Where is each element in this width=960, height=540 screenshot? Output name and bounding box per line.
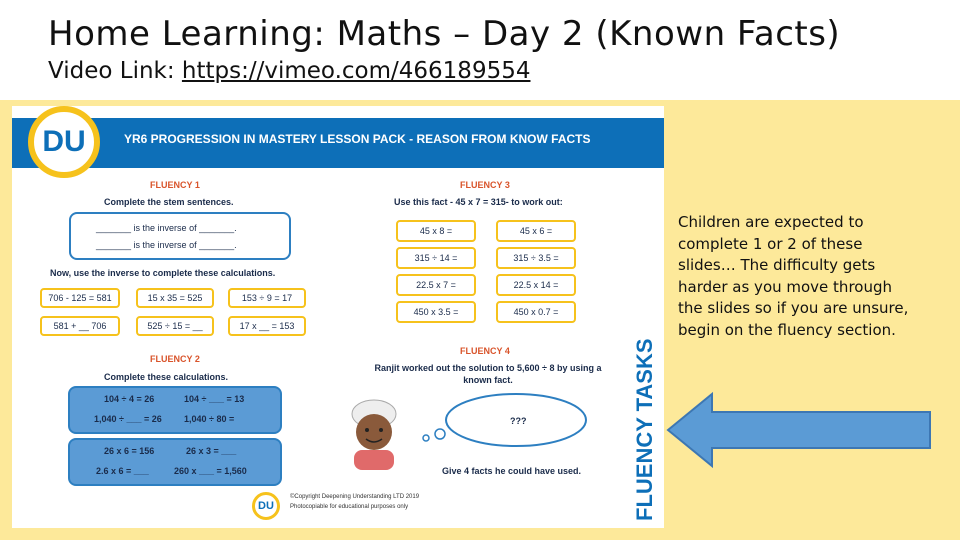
fluency-4-task: Give 4 facts he could have used. — [442, 466, 582, 476]
fluency-4-prompt: Ranjit worked out the solution to 5,600 ÷ 8 by using a known fact. — [374, 363, 602, 385]
du-logo: DU — [28, 106, 100, 178]
f3-calc-5: 22.5 x 7 = — [396, 274, 476, 296]
thought-bubble-icon — [416, 390, 596, 450]
f1-calc-5: 525 ÷ 15 = __ — [136, 316, 214, 336]
fluency-2-instruction: Complete these calculations. — [104, 372, 229, 382]
f2-group-2 — [68, 438, 282, 486]
footer-text — [290, 492, 419, 512]
video-link-line — [48, 58, 530, 84]
f3-calc-8: 450 x 0.7 = — [496, 301, 576, 323]
f3-calc-7: 450 x 3.5 = — [396, 301, 476, 323]
fluency-tasks-text: FLUENCY TASKS — [632, 338, 657, 521]
f2-calc-5: 26 x 6 = 156 — [104, 446, 155, 456]
lesson-slide-image — [12, 106, 664, 528]
f1-calc-2: 15 x 35 = 525 — [136, 288, 214, 308]
fluency-tasks-vertical-label — [630, 316, 660, 526]
f1-calc-6: 17 x __ = 153 — [228, 316, 306, 336]
fluency-1-instruction: Complete the stem sentences. — [104, 197, 234, 207]
fluency-1-label: FLUENCY 1 — [150, 180, 200, 190]
stem-sentence-box — [69, 212, 291, 260]
fluency-3-instruction: Use this fact - 45 x 7 = 315- to work out: — [394, 197, 563, 207]
f2-calc-2: 104 ÷ ___ = 13 — [184, 394, 245, 404]
f3-calc-1: 45 x 8 = — [396, 220, 476, 242]
fluency-2-label: FLUENCY 2 — [150, 354, 200, 364]
f1-calc-4: 581 + __ 706 — [40, 316, 120, 336]
stem-sentence-2: _______ is the inverse of _______. — [96, 240, 237, 250]
f2-calc-8: 260 x ___ = 1,560 — [174, 466, 247, 476]
f2-calc-1: 104 ÷ 4 = 26 — [104, 394, 155, 404]
slide-header — [12, 118, 664, 168]
f1-calc-1: 706 - 125 = 581 — [40, 288, 120, 308]
fluency-4-label: FLUENCY 4 — [460, 346, 510, 356]
instruction-note: Children are expected to complete 1 or 2 of these slides… The difficulty gets harder as you move through the slides so if you are unsure, begin on the fluency section. — [678, 213, 909, 339]
f3-calc-2: 45 x 6 = — [496, 220, 576, 242]
f3-calc-3: 315 ÷ 14 = — [396, 247, 476, 269]
page-title: Home Learning: Maths – Day 2 (Known Facts) — [48, 14, 841, 54]
f2-calc-3: 1,040 ÷ ___ = 26 — [94, 414, 162, 424]
left-arrow-icon — [666, 390, 936, 470]
f2-group-1 — [68, 386, 282, 434]
fluency-3-label: FLUENCY 3 — [460, 180, 510, 190]
f2-calc-7: 2.6 x 6 = ___ — [96, 466, 149, 476]
f2-calc-6: 26 x 3 = ___ — [186, 446, 237, 456]
ranjit-illustration-icon — [344, 392, 404, 472]
fluency-1-instruction-2: Now, use the inverse to complete these calculations. — [50, 268, 276, 278]
f2-calc-4: 1,040 ÷ 80 = — [184, 414, 235, 424]
footer-photocopiable: Photocopiable for educational purposes only — [290, 504, 409, 510]
video-link-label: Video Link: — [48, 58, 175, 84]
footer-copyright: ©Copyright Deepening Understanding LTD 2019 — [290, 494, 420, 500]
f3-calc-6: 22.5 x 14 = — [496, 274, 576, 296]
stem-sentence-1: _______ is the inverse of _______. — [96, 223, 237, 233]
footer-logo: DU — [252, 492, 280, 520]
f3-calc-4: 315 ÷ 3.5 = — [496, 247, 576, 269]
slide-header-text: YR6 PROGRESSION IN MASTERY LESSON PACK - REASON FROM KNOW FACTS — [124, 132, 591, 146]
thought-bubble-text: ??? — [510, 416, 527, 426]
video-link[interactable]: https://vimeo.com/466189554 — [181, 58, 531, 84]
f1-calc-3: 153 ÷ 9 = 17 — [228, 288, 306, 308]
